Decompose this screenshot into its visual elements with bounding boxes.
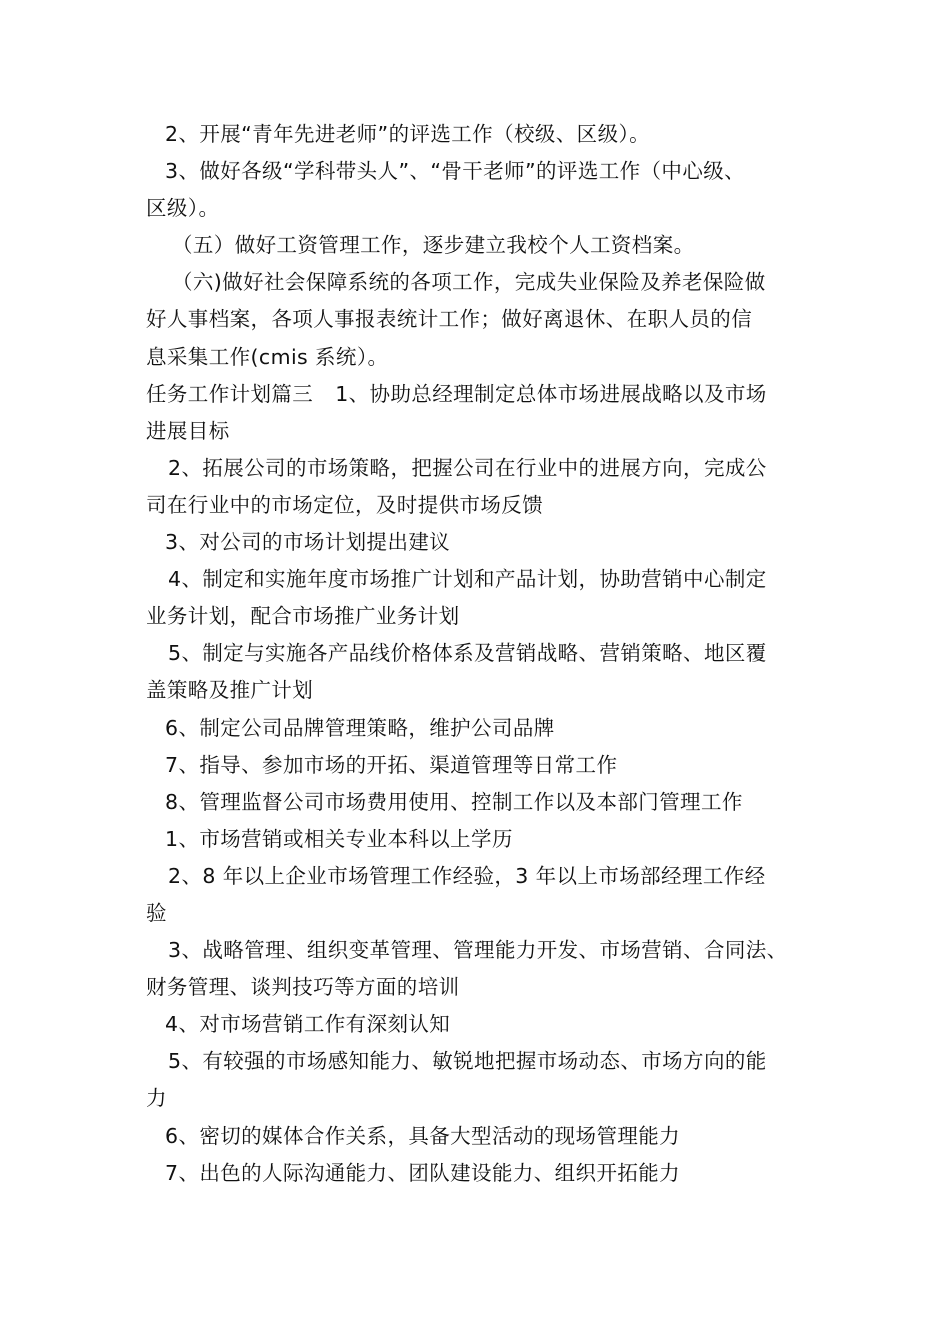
paragraph-line: 3、做好各级“学科带头人”、“骨干老师”的评选工作（中心级、: [165, 159, 746, 184]
paragraph-line: （六)做好社会保障系统的各项工作，完成失业保险及养老保险做: [172, 270, 766, 295]
paragraph-line: 力: [146, 1086, 167, 1111]
paragraph-line: 6、密切的媒体合作关系，具备大型活动的现场管理能力: [165, 1123, 681, 1148]
paragraph-line: 4、对市场营销工作有深刻认知: [165, 1012, 451, 1037]
paragraph-line: 8、管理监督公司市场费用使用、控制工作以及本部门管理工作: [165, 789, 743, 814]
paragraph-line: 2、开展“青年先进老师”的评选工作（校级、区级）。: [165, 122, 651, 146]
paragraph-line: 7、指导、参加市场的开拓、渠道管理等日常工作: [165, 752, 618, 777]
paragraph-line: 1、市场营销或相关专业本科以上学历: [165, 826, 513, 851]
paragraph-line: 区级）。: [146, 196, 220, 221]
paragraph-line: 业务计划，配合市场推广业务计划: [146, 604, 460, 629]
section-heading-line: [146, 376, 826, 413]
paragraph-line: 盖策略及推广计划: [146, 678, 314, 703]
paragraph-line: 进展目标: [146, 418, 230, 443]
document-body: [146, 116, 826, 1192]
paragraph-line: 验: [146, 900, 167, 925]
paragraph-line: 3、战略管理、组织变革管理、管理能力开发、市场营销、合同法、: [168, 938, 788, 963]
section-first-item: 1、协助总经理制定总体市场进展战略以及市场: [335, 381, 767, 406]
paragraph-line: 2、8 年以上企业市场管理工作经验，3 年以上市场部经理工作经: [168, 863, 766, 888]
paragraph-line: 6、制定公司品牌管理策略，维护公司品牌: [165, 715, 555, 740]
paragraph-line: 5、制定与实施各产品线价格体系及营销战略、营销策略、地区覆: [168, 641, 767, 666]
paragraph-line: 好人事档案，各项人事报表统计工作；做好离退休、在职人员的信: [146, 307, 753, 332]
paragraph-line: 3、对公司的市场计划提出建议: [165, 530, 451, 555]
paragraph-line: （五）做好工资管理工作，逐步建立我校个人工资档案。: [172, 233, 695, 258]
paragraph-line: 司在行业中的市场定位，及时提供市场反馈: [146, 492, 544, 517]
section-heading: 任务工作计划篇三: [146, 381, 314, 406]
paragraph-line: 财务管理、谈判技巧等方面的培训: [146, 975, 460, 1000]
paragraph-line: 2、拓展公司的市场策略，把握公司在行业中的进展方向，完成公: [168, 455, 767, 480]
paragraph-line: 4、制定和实施年度市场推广计划和产品计划，协助营销中心制定: [168, 567, 767, 592]
paragraph-line: 5、有较强的市场感知能力、敏锐地把握市场动态、市场方向的能: [168, 1049, 767, 1074]
paragraph-line: 息采集工作(cmis 系统）。: [146, 344, 389, 369]
paragraph-line: 7、出色的人际沟通能力、团队建设能力、组织开拓能力: [165, 1160, 681, 1185]
